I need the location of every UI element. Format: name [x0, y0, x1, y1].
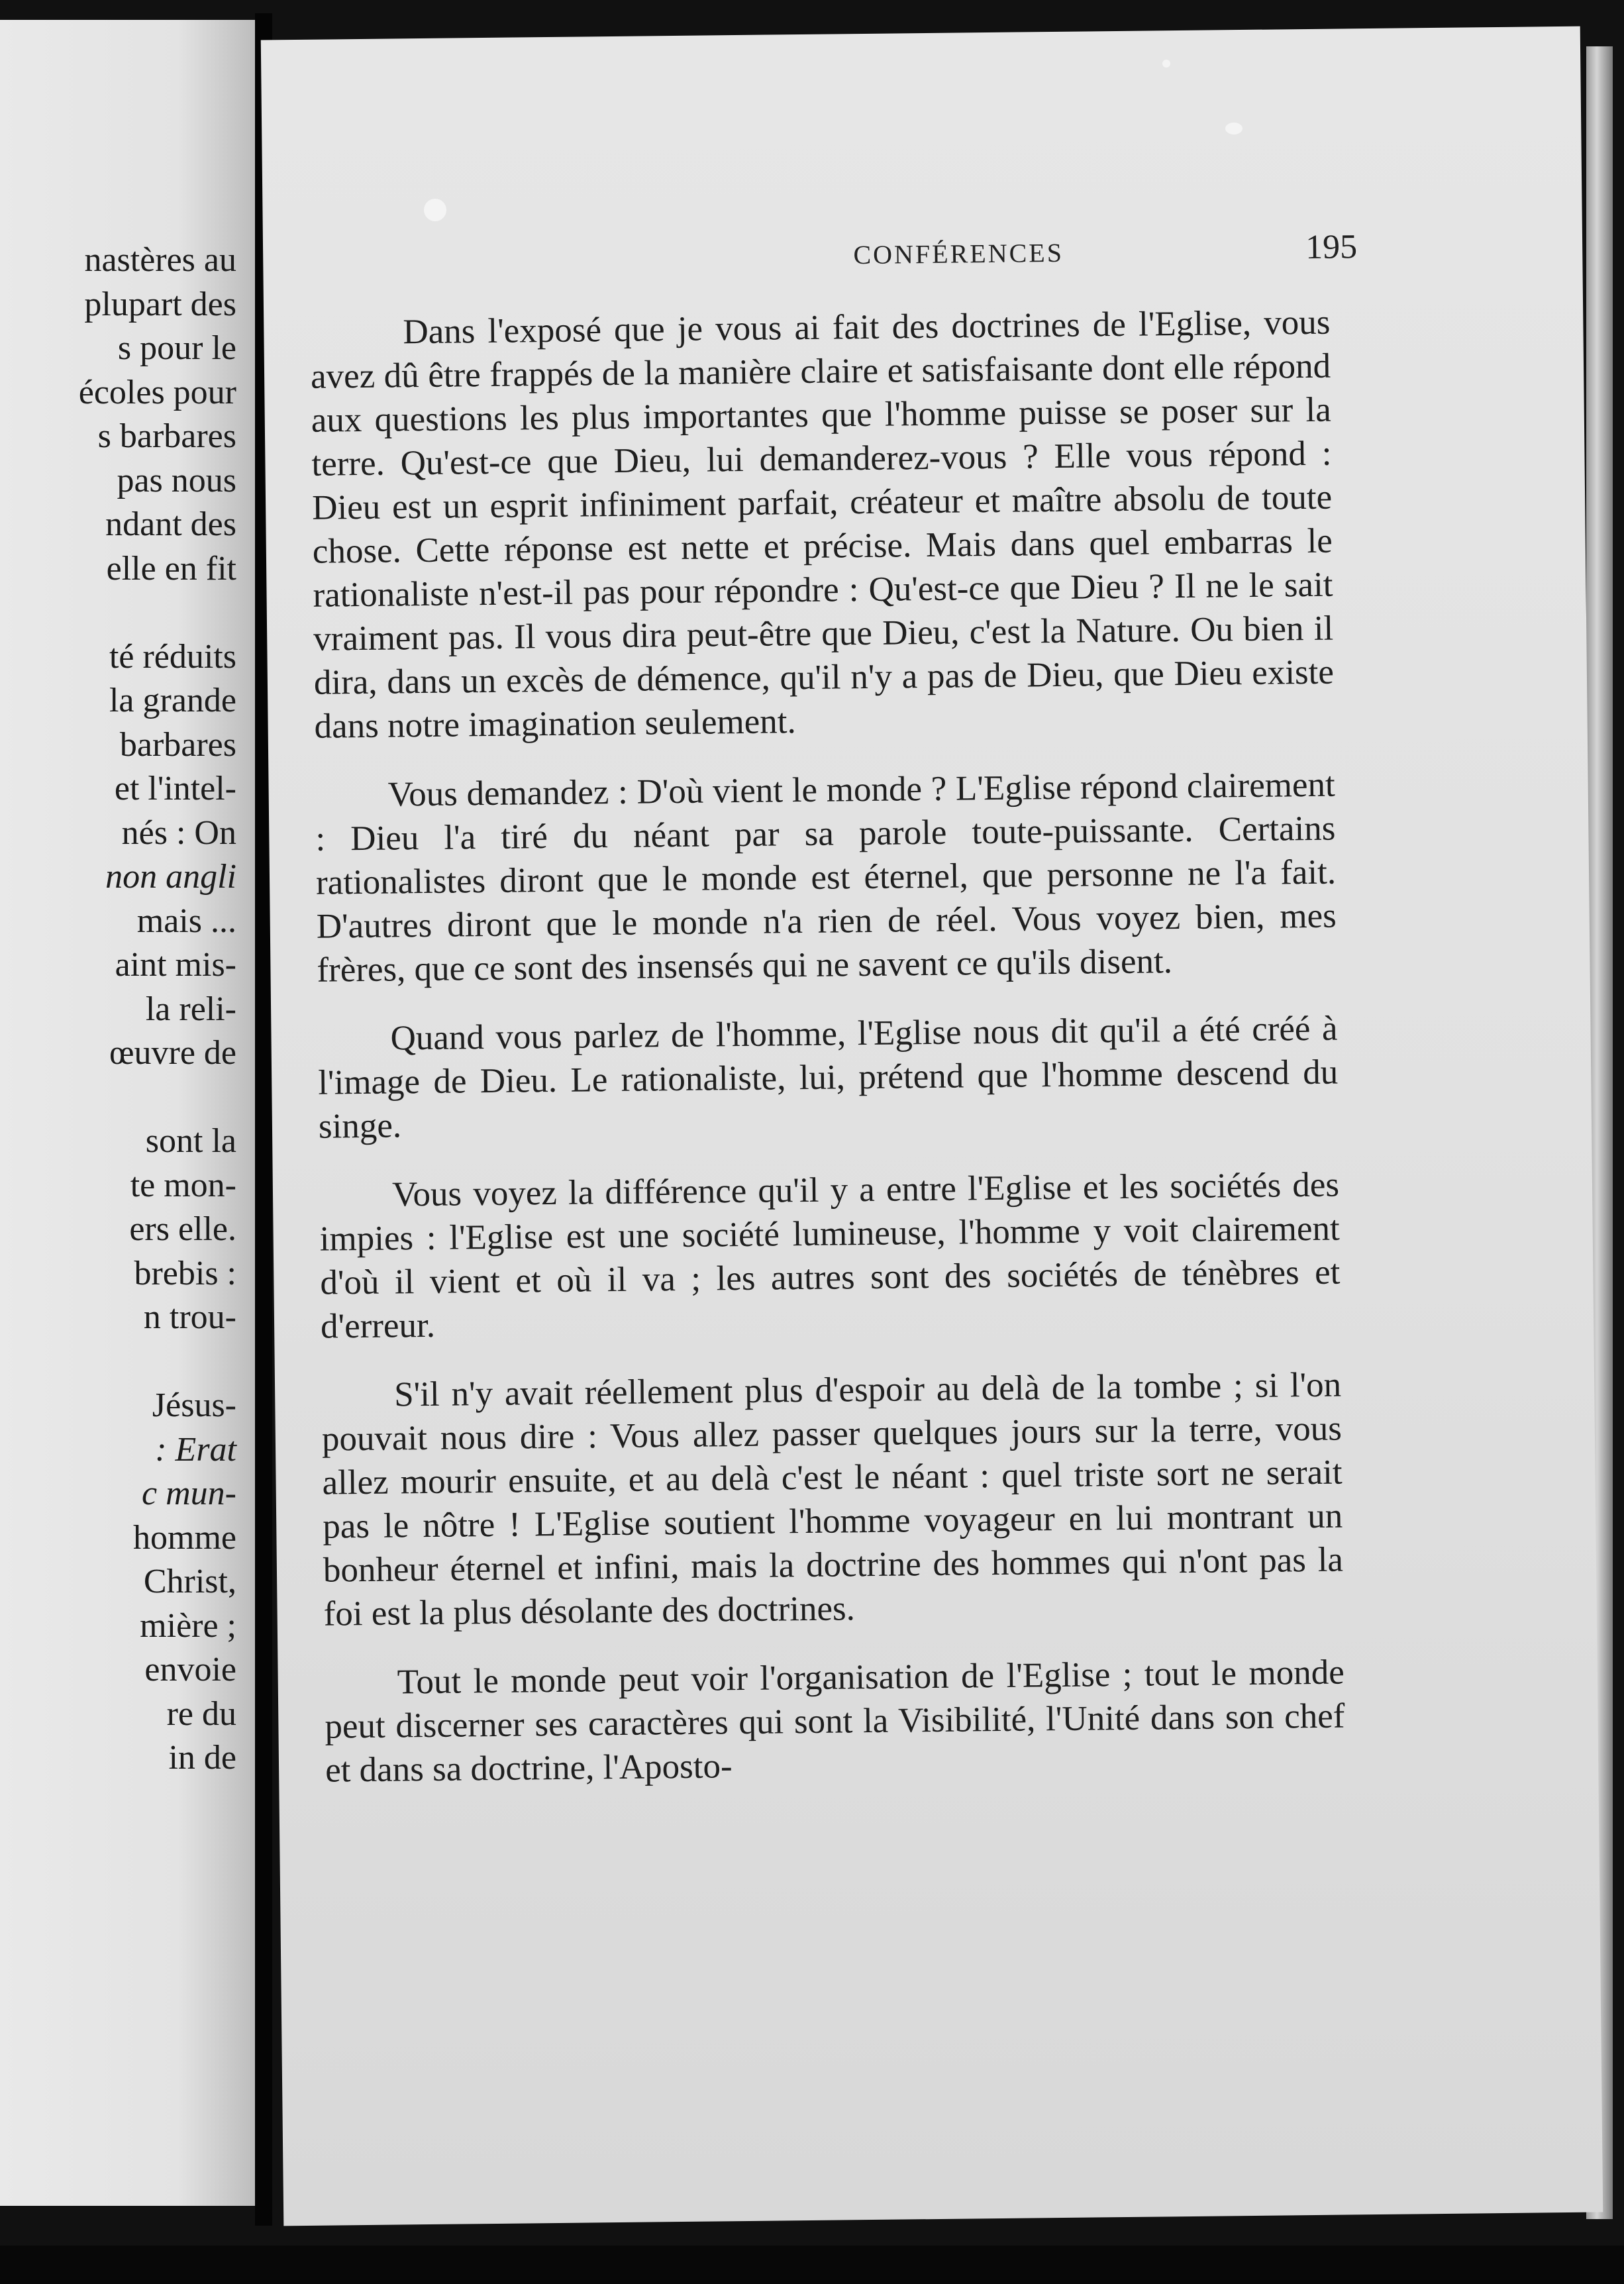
paragraph: S'il n'y avait réellement plus d'espoir au delà de la tombe ; si l'on pouvait nous dire : Vous allez passer quelques jours sur la terre, vous allez mourir ensuite, et au delà c'est le néant : quel triste sort ne serait pas le nôtre ! L'Eglise soutient l'homme voyageur en lui montrant un bonheur éternel et infini, mais la doctrine des hommes qui n'ont pas la foi est la plus désolante des doctrines. [321, 1365, 1344, 1634]
left-page-line: mière ; [140, 1606, 236, 1645]
left-page-line: la reli- [145, 990, 236, 1028]
left-page-line: nés : On [121, 813, 236, 852]
page-number: 195 [1305, 228, 1358, 267]
paragraph: Vous voyez la différence qu'il y a entre l'Eglise et les sociétés des impies : l'Eglise est une société lumineuse, l'homme y voit clairement d'où il vient et où il va ; les autres sont des sociétés de ténèbres et d'erreur. [319, 1165, 1341, 1346]
left-page-line: brebis : [134, 1254, 236, 1292]
left-page-line: barbares [119, 725, 236, 764]
scan-speck [1225, 123, 1243, 134]
left-page-line: écoles pour [78, 373, 236, 411]
paragraph: Dans l'exposé que je vous ai fait des doctrines de l'Eglise, vous avez dû être frappés de la manière claire et satisfaisante dont elle répond aux questions les plus importantes que l'homme puisse se poser sur la terre. Qu'est-ce que Dieu, lui demanderez-vous ? Elle vous répond : Dieu est un esprit infiniment parfait, créateur et maître absolu de toute chose. Cette réponse est nette et précise. Mais dans quel embarras le rationaliste n'est-il pas pour répondre : Qu'est-ce que Dieu ? Il ne le sait vraiment pas. Il vous dira peut-être que Dieu, c'est la Nature. Ou bien il dira, dans un excès de démence, qu'il n'y a pas de Dieu, que Dieu existe dans notre imagination seulement. [310, 303, 1335, 746]
left-page-line: : Erat [155, 1430, 236, 1469]
left-page-line: n trou- [143, 1298, 236, 1336]
scan-bottom-border [0, 2246, 1624, 2284]
left-page-line: aint mis- [115, 946, 236, 984]
left-page-line: plupart des [84, 285, 236, 323]
left-page-line: Jésus- [152, 1386, 236, 1424]
page-body-text [310, 301, 1346, 1818]
left-page-line: Christ, [143, 1563, 236, 1600]
scan-speck [1162, 60, 1170, 68]
scan-speck [424, 199, 446, 221]
paragraph: Quand vous parlez de l'homme, l'Eglise nous dit qu'il a été créé à l'image de Dieu. Le rationaliste, lui, prétend que l'homme descend du singe. [317, 1009, 1339, 1146]
left-page-line: pas nous [117, 461, 236, 499]
left-page-line: mais ... [136, 902, 236, 940]
left-page-line: sont la [145, 1122, 236, 1160]
left-page-line: nastères au [84, 241, 236, 279]
left-page-line: ndant des [105, 505, 236, 543]
left-page-line: s barbares [97, 417, 236, 455]
left-page-line: non angli [105, 858, 236, 896]
right-page [261, 26, 1603, 2226]
paragraph: Tout le monde peut voir l'organisation de l'Eglise ; tout le monde peut discerner ses caractères qui sont la Visibilité, l'Unité dans son chef et dans sa doctrine, l'Aposto- [325, 1653, 1345, 1790]
left-facing-page [0, 20, 255, 2206]
left-page-line: c mun- [142, 1475, 236, 1512]
left-page-line: la grande [109, 682, 236, 719]
running-head: CONFÉRENCES [853, 237, 1064, 270]
left-page-line: té réduits [109, 637, 236, 676]
left-page-line: in de [168, 1739, 236, 1777]
left-page-line: homme [133, 1518, 236, 1557]
left-page-line: s pour le [117, 329, 236, 367]
left-page-line: œuvre de [109, 1034, 236, 1072]
left-page-line: ers elle. [129, 1210, 236, 1248]
left-page-line: re du [166, 1694, 236, 1733]
left-page-line: envoie [144, 1651, 236, 1688]
left-page-line: et l'intel- [114, 770, 236, 807]
left-page-line: elle en fit [106, 549, 236, 588]
left-page-line: te mon- [130, 1166, 236, 1204]
paragraph: Vous demandez : D'où vient le monde ? L'Eglise répond clairement : Dieu l'a tiré du néant par sa parole toute-puissante. Certains rationalistes diront que le monde est éternel, que personne ne l'a fait. D'autres diront que le monde n'a rien de réel. Vous voyez bien, mes frères, que ce sont des insensés qui ne savent ce qu'ils disent. [315, 765, 1337, 990]
